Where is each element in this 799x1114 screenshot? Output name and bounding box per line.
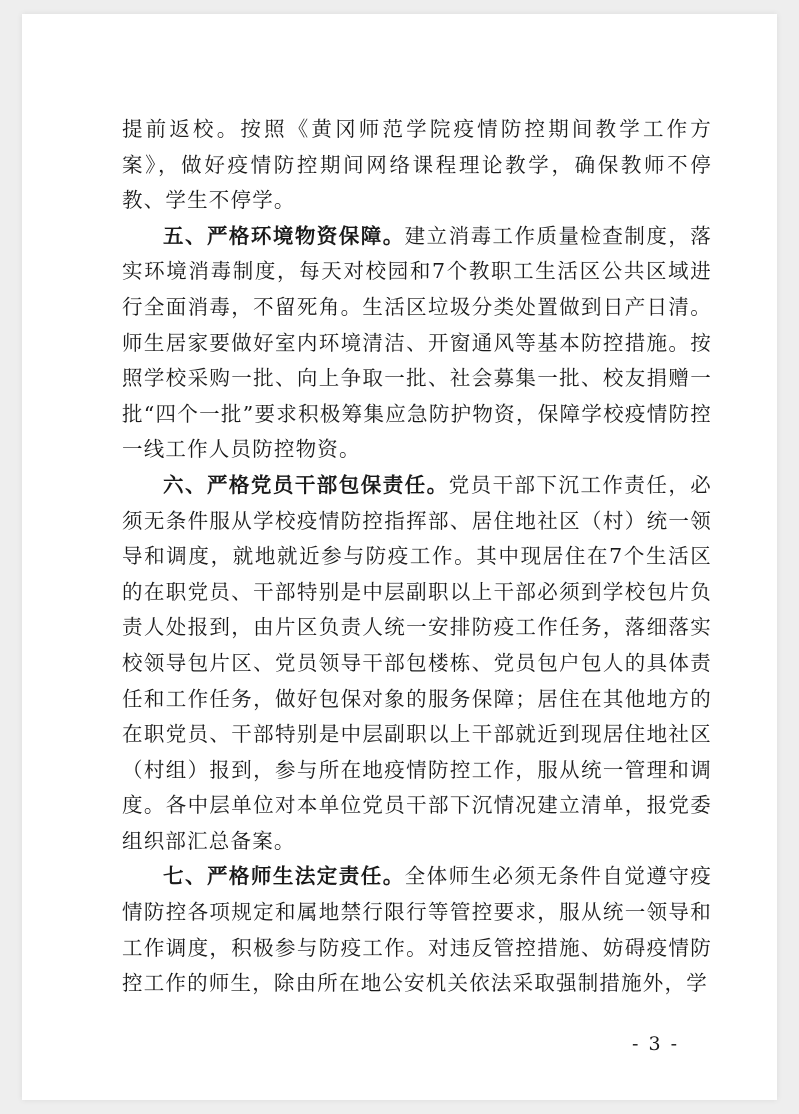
paragraph-teachers-students bbox=[122, 859, 712, 1001]
paragraph-environment-supplies bbox=[122, 219, 712, 468]
paragraph-text: 建立消毒工作质量检查制度，落实环境消毒制度，每天对校园和7个教职工生活区公共区域进行全面消毒，不留死角。生活区垃圾分类处置做到日产日清。师生居家要做好室内环境清洁、开窗通风等基本防控措施。按照学校采购一批、向上争取一批、社会募集一批、校友捐赠一批“四个一批”要求积极筹集应急防护物资，保障学校疫情防控一线工作人员防控物资。 bbox=[122, 223, 712, 462]
section-heading-five: 五、严格环境物资保障。 bbox=[163, 223, 405, 248]
document-page bbox=[22, 14, 777, 1100]
paragraph-text: 全体师生必须无条件自觉遵守疫情防控各项规定和属地禁行限行等管控要求，服从统一领导和工作调度，积极参与防疫工作。对违反管控措施、妨碍疫情防控工作的师生，除由所在地公安机关依法采取强制措施外，学 bbox=[122, 864, 712, 996]
section-heading-six: 六、严格党员干部包保责任。 bbox=[163, 472, 449, 497]
page-number: - 3 - bbox=[632, 1033, 680, 1055]
document-body bbox=[122, 112, 712, 1002]
section-heading-seven: 七、严格师生法定责任。 bbox=[163, 864, 405, 889]
paragraph-text: 党员干部下沉工作责任，必须无条件服从学校疫情防控指挥部、居住地社区（村）统一领导和调度，就地就近参与防疫工作。其中现居住在7个生活区的在职党员、干部特别是中层副职以上干部必须到学校包片负责人处报到，由片区负责人统一安排防疫工作任务，落细落实校领导包片区、党员领导干部包楼栋、党员包户包人的具体责任和工作任务，做好包保对象的服务保障；居住在其他地方的在职党员、干部特别是中层副职以上干部就近到现居住地社区（村组）报到，参与所在地疫情防控工作，服从统一管理和调度。各中层单位对本单位党员干部下沉情况建立清单，报党委组织部汇总备案。 bbox=[122, 472, 712, 853]
paragraph-text: 提前返校。按照《黄冈师范学院疫情防控期间教学工作方案》，做好疫情防控期间网络课程理论教学，确保教师不停教、学生不停学。 bbox=[122, 117, 712, 213]
paragraph-party-cadres bbox=[122, 468, 712, 860]
paragraph-teaching bbox=[122, 112, 712, 219]
